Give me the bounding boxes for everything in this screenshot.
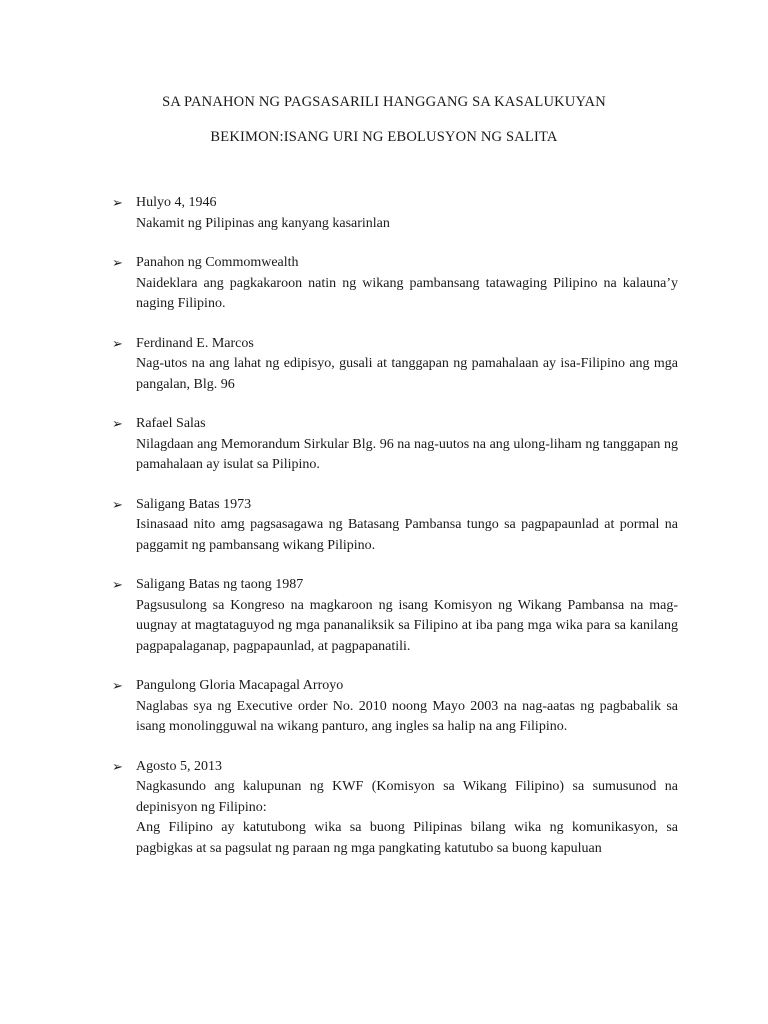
list-item (112, 253, 678, 315)
list-item (112, 575, 678, 657)
entry-heading: Pangulong Gloria Macapagal Arroyo (136, 678, 344, 693)
list-item (112, 334, 678, 396)
entry-heading: Saligang Batas 1973 (136, 496, 252, 512)
entry-description: Naideklara ang pagkakaroon natin ng wikang pambansang tatawaging Pilipino na kalauna’y naging Filipino. (136, 275, 678, 311)
entry-heading: Saligang Batas ng taong 1987 (136, 577, 304, 592)
entry-heading: Agosto 5, 2013 (136, 758, 222, 774)
entry-heading: Rafael Salas (136, 416, 206, 431)
entry-description: Nakamit ng Pilipinas ang kanyang kasarinlan (136, 215, 390, 231)
entry-heading: Panahon ng Commomwealth (136, 255, 299, 270)
arrow-bullet-icon: ➢ (112, 678, 123, 693)
arrow-bullet-icon: ➢ (112, 758, 123, 774)
entry-heading: Ferdinand E. Marcos (136, 335, 254, 351)
list-item (112, 495, 678, 557)
list-item (112, 676, 678, 738)
list-item (112, 414, 678, 476)
entry-definition: Ang Filipino ay katutubong wika sa buong Pilipinas bilang wika ng komunikasyon, sa pagbigkas at sa pagsulat ng paraan ng mga pangkating katutubo sa buong kapuluan (136, 820, 678, 856)
entry-description: Nagkasundo ang kalupunan ng KWF (Komisyon sa Wikang Filipino) sa sumusunod na depinisyon ng Filipino: (136, 779, 678, 815)
entry-description: Naglabas sya ng Executive order No. 2010 noong Mayo 2003 na nag-aatas ng pagbabalik sa isang monolingguwal na wikang panturo, ang ingles sa halip na ang Filipino. (136, 698, 678, 734)
entry-description: Nilagdaan ang Memorandum Sirkular Blg. 96 na nag-uutos na ang ulong-liham ng tanggapan ng pamahalaan ay isulat sa Pilipino. (136, 436, 678, 472)
arrow-bullet-icon: ➢ (112, 195, 123, 210)
arrow-bullet-icon: ➢ (112, 577, 123, 592)
arrow-bullet-icon: ➢ (112, 496, 123, 512)
arrow-bullet-icon: ➢ (112, 255, 123, 270)
entry-description: Pagsusulong sa Kongreso na magkaroon ng isang Komisyon ng Wikang Pambansa na mag-uugnay at magtataguyod ng mga pananaliksik sa Filipino at iba pang mga wika para sa kanilang pagpapalaganap, pagpapaunlad, at pagpapanatili. (136, 597, 678, 654)
arrow-bullet-icon: ➢ (112, 416, 123, 431)
arrow-bullet-icon: ➢ (112, 335, 123, 351)
document-subtitle: BEKIMON:ISANG URI NG EBOLUSYON NG SALITA (210, 129, 558, 145)
entry-heading: Hulyo 4, 1946 (136, 195, 217, 210)
entry-description: Isinasaad nito amg pagsasagawa ng Batasang Pambansa tungo sa pagpapaunlad at pormal na paggamit ng pambansang wikang Pilipino. (136, 517, 678, 553)
list-item (112, 193, 678, 234)
timeline-list (112, 193, 678, 878)
list-item (112, 757, 678, 860)
entry-description: Nag-utos na ang lahat ng edipisyo, gusali at tanggapan ng pamahalaan ay isa-Filipino ang mga pangalan, Blg. 96 (136, 356, 678, 392)
document-title: SA PANAHON NG PAGSASARILI HANGGANG SA KASALUKUYAN (162, 94, 606, 110)
